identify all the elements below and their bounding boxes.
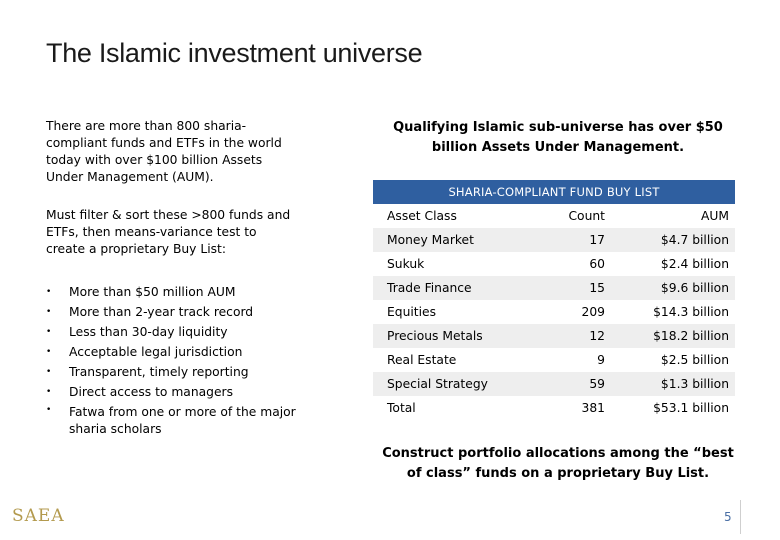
bullet-icon: •: [46, 367, 52, 377]
table-row: [373, 228, 735, 252]
total-count: 381: [581, 401, 605, 415]
table-row: [373, 324, 735, 348]
count-cell: 12: [589, 329, 605, 343]
total-label: Total: [387, 401, 416, 415]
asset-class-cell: Trade Finance: [387, 281, 472, 295]
criteria-item: • More than 2-year track record: [46, 302, 296, 322]
intro-text: There are more than 800 sharia-compliant funds and ETFs in the world today with over $100 billion Assets Under Management (AUM).: [46, 119, 282, 184]
aum-cell: $1.3 billion: [660, 377, 729, 391]
criteria-item: • Transparent, timely reporting: [46, 362, 296, 382]
filter-text: Must filter & sort these >800 funds and ETFs, then means-variance test to create a proprietary Buy List:: [46, 208, 291, 256]
saea-logo: [12, 506, 65, 526]
table-row: [373, 252, 735, 276]
count-cell: 15: [589, 281, 605, 295]
slide-title: The Islamic investment universe: [46, 38, 423, 68]
criteria-list: [46, 282, 296, 438]
aum-cell: $9.6 billion: [660, 281, 729, 295]
page-number: 5: [724, 510, 732, 524]
aum-cell: $4.7 billion: [660, 233, 729, 247]
asset-class-cell: Equities: [387, 305, 436, 319]
table-total-row: [373, 396, 735, 420]
table-row: [373, 372, 735, 396]
bullet-icon: •: [46, 327, 52, 337]
criteria-item: • Direct access to managers: [46, 382, 296, 402]
count-cell: 9: [597, 353, 605, 367]
count-cell: 59: [589, 377, 605, 391]
table-title: SHARIA-COMPLIANT FUND BUY LIST: [373, 180, 735, 204]
table-row: [373, 276, 735, 300]
sub-universe-heading: Qualifying Islamic sub-universe has over $50 billion Assets Under Management.: [393, 120, 723, 155]
count-cell: 60: [589, 257, 605, 271]
criteria-item: • Fatwa from one or more of the major sharia scholars: [46, 402, 296, 438]
asset-class-cell: Real Estate: [387, 353, 457, 367]
criteria-item: • Less than 30-day liquidity: [46, 322, 296, 342]
count-cell: 17: [589, 233, 605, 247]
count-cell: 209: [581, 305, 605, 319]
bullet-icon: •: [46, 387, 52, 397]
bullet-icon: •: [46, 287, 52, 297]
criteria-item: • More than $50 million AUM: [46, 282, 296, 302]
aum-cell: $18.2 billion: [653, 329, 729, 343]
asset-class-cell: Special Strategy: [387, 377, 488, 391]
header-asset-class: Asset Class: [387, 209, 457, 223]
header-aum: AUM: [700, 209, 729, 223]
aum-cell: $2.5 billion: [660, 353, 729, 367]
portfolio-note: Construct portfolio allocations among the “best of class” funds on a proprietary Buy List.: [382, 446, 734, 481]
table-row: [373, 300, 735, 324]
asset-class-cell: Money Market: [387, 233, 474, 247]
asset-class-cell: Sukuk: [387, 257, 425, 271]
table-header-row: [373, 204, 735, 228]
aum-cell: $14.3 billion: [653, 305, 729, 319]
bullet-icon: •: [46, 405, 52, 415]
table-row: [373, 348, 735, 372]
criteria-item: • Acceptable legal jurisdiction: [46, 342, 296, 362]
total-aum: $53.1 billion: [653, 401, 729, 415]
header-count: Count: [568, 209, 605, 223]
bullet-icon: •: [46, 307, 52, 317]
aum-cell: $2.4 billion: [660, 257, 729, 271]
logo-text: SAEA: [12, 506, 65, 526]
footer-divider: [740, 500, 741, 534]
buy-list-table: [373, 180, 735, 420]
bullet-icon: •: [46, 347, 52, 357]
asset-class-cell: Precious Metals: [387, 329, 483, 343]
